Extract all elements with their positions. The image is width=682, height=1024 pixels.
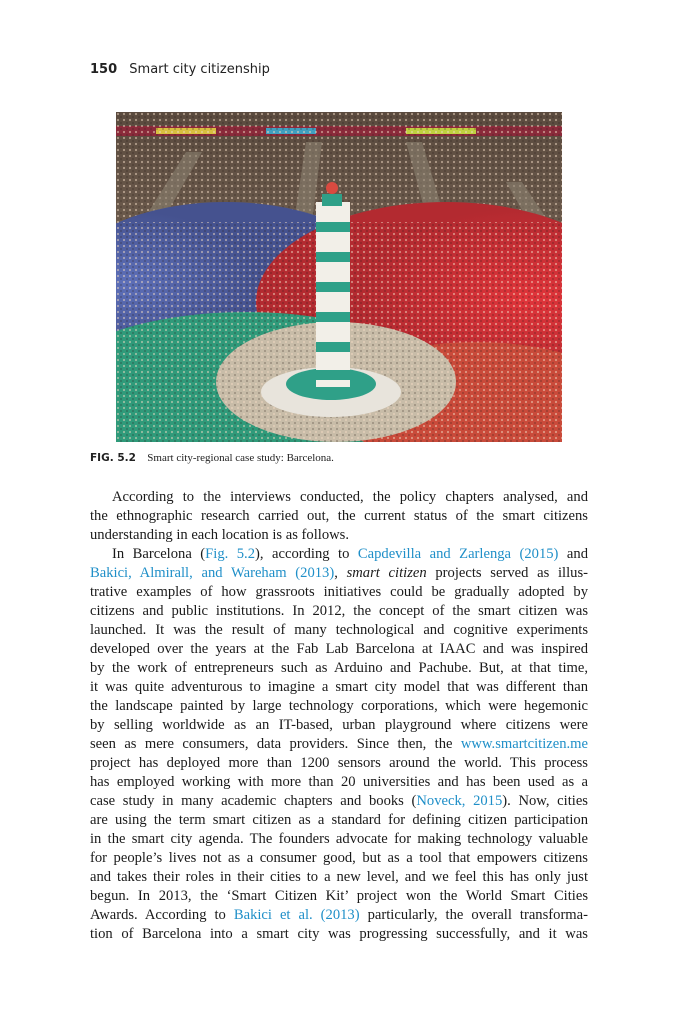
running-title: Smart city citizenship [129,62,270,77]
text-line: by the work of entrepreneurs such as Arduino and Pachube. But, at that time, [90,660,588,676]
text-line: launched. It was the result of many technological and cognitive experiments [90,622,588,638]
text-line: Bakici, Almirall, and Wareham (2013), smart citizen projects served as illus- [90,565,588,581]
text-line: understanding in each location is as follows. [90,527,349,543]
text-line: begun. In 2013, the ‘Smart Citizen Kit’ project won the World Smart Cities [90,888,588,904]
paragraph-1 [90,488,588,545]
citation-link[interactable]: Bakici et al. (2013) [233,907,360,923]
text-line: has employed working with more than 20 universities and has been used as a [90,774,588,790]
citation-link[interactable]: Noveck, 2015 [416,793,503,809]
running-head [90,62,270,82]
text-line: for people’s lives not as a consumer good, but as a tool that empowers citizens [90,850,588,866]
text-line: the landscape painted by large technology corporations, which were hegemonic [90,698,588,714]
paragraph-2 [90,545,588,944]
text-line: citizens and public institutions. In 2012, the concept of the smart citizen was [90,603,588,619]
text-line: developed over the years at the Fab Lab Barcelona at IAAC and was inspired [90,641,588,657]
page-number: 150 [90,62,118,77]
text-line: trative examples of how grassroots initiatives could be gradually adopted by [90,584,588,600]
body-text [90,488,588,944]
citation-link[interactable]: Capdevilla and Zarlenga (2015) [357,546,559,562]
text-line: seen as mere consumers, data providers. Since then, the www.smartcitizen.me [90,736,588,752]
text-line: and takes their roles in their cities to a new level, and we feel this has only just [90,869,588,885]
text-line: project has deployed more than 1200 sensors around the world. This process [90,755,588,771]
figure-photo-human-tower [116,112,562,442]
text-line: by selling worldwide as an IT-based, urban playground where citizens were [90,717,588,733]
text-line: According to the interviews conducted, the policy chapters analysed, and [112,489,588,505]
text-line: it was quite adventurous to imagine a smart city model that was different than [90,679,588,695]
text-line: the ethnographic research carried out, the current status of the smart citizens [90,508,588,524]
text-line: are using the term smart citizen as a standard for defining citizen participation [90,812,588,828]
text-line: case study in many academic chapters and books (Noveck, 2015). Now, cities [90,793,588,809]
text-line: Awards. According to Bakici et al. (2013) particularly, the overall transforma- [90,907,588,923]
url-link[interactable]: www.smartcitizen.me [460,736,588,752]
figure-caption-text: Smart city-regional case study: Barcelona. [147,452,334,464]
figure-reference-link[interactable]: Fig. 5.2 [205,546,256,562]
figure-label: FIG. 5.2 [90,452,136,464]
figure-caption [90,452,334,468]
text-line: In Barcelona (Fig. 5.2), according to Capdevilla and Zarlenga (2015) and [112,546,588,562]
text-line: tion of Barcelona into a smart city was progressing successfully, and it was [90,926,588,942]
citation-link[interactable]: Bakici, Almirall, and Wareham (2013) [90,565,335,581]
text-line: in the smart city agenda. The founders advocate for making technology valuable [90,831,588,847]
